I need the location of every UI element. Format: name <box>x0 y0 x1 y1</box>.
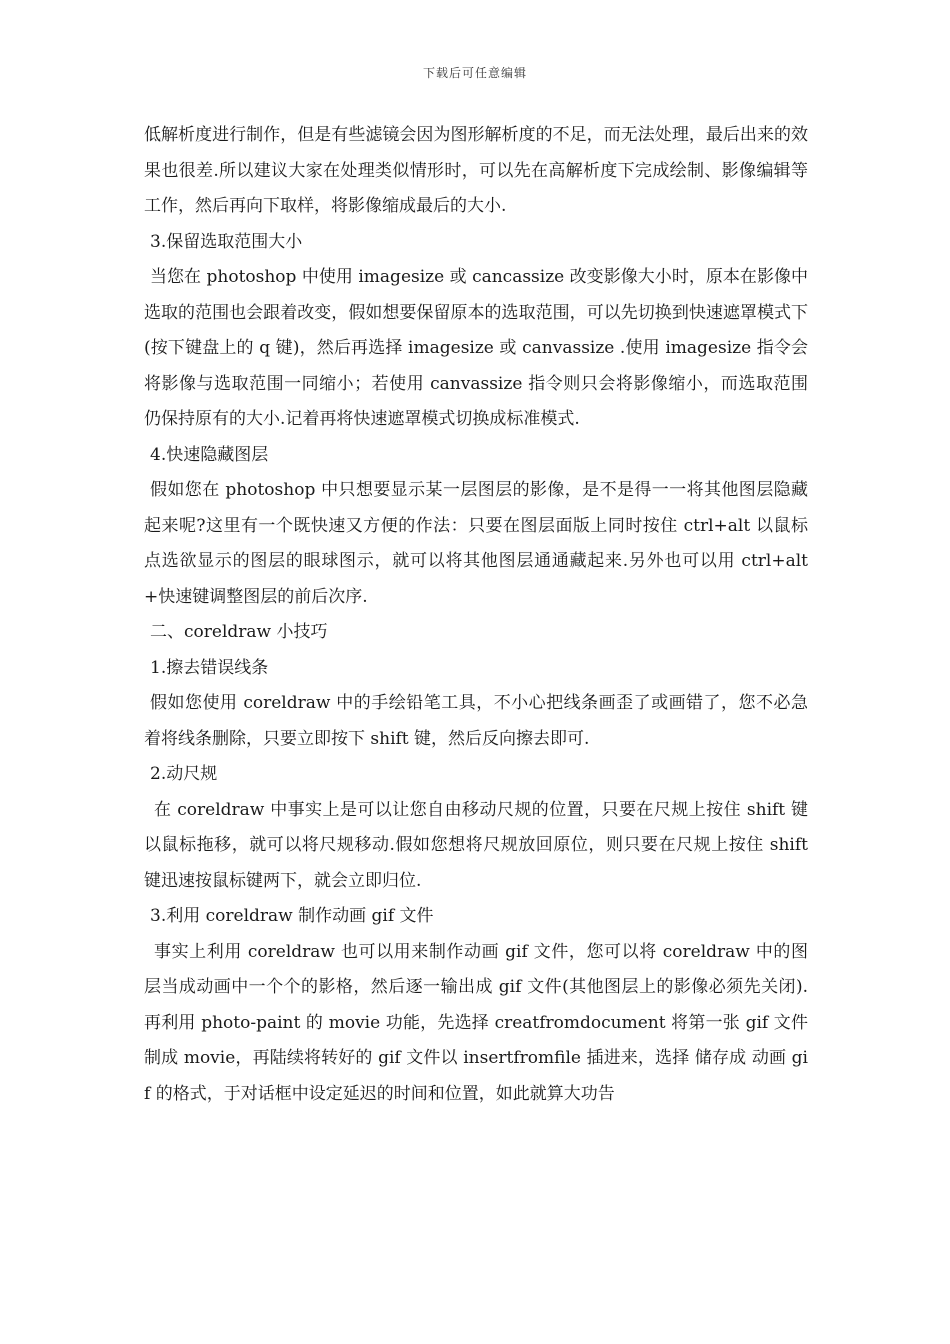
paragraph-animated-gif: 事实上利用 coreldraw 也可以用来制作动画 gif 文件，您可以将 coreldraw 中的图层当成动画中一个个的影格，然后逐一输出成 gif 文件(其他图层上的影像必须先关闭).再利用 photo-paint 的 movie 功能，先选择 creatfromdocument 将第一张 gif 文件制成 movie，再陆续将转好的 gif 文件以 insertfromfile 插进来，选择 储存成 动画 gif 的格式，于对话框中设定延迟的时间和位置，如此就算大功告 <box>144 941 808 1104</box>
paragraph-erase-wrong-lines: 假如您使用 coreldraw 中的手绘铅笔工具，不小心把线条画歪了或画错了，您不必急着将线条删除，只要立即按下 shift 键，然后反向擦去即可. <box>144 693 808 749</box>
paragraph-move-ruler: 在 coreldraw 中事实上是可以让您自由移动尺规的位置，只要在尺规上按住 shift 键以鼠标拖移，就可以将尺规移动.假如您想将尺规放回原位，则只要在尺规上按住 shift 键迅速按鼠标键两下，就会立即归位. <box>144 799 808 891</box>
page-header: 下载后可任意编辑 <box>422 66 527 80</box>
heading-erase-wrong-lines: 1.擦去错误线条 <box>150 657 269 678</box>
heading-keep-selection-size: 3.保留选取范围大小 <box>150 231 303 252</box>
heading-quick-hide-layers: 4.快速隐藏图层 <box>150 444 269 465</box>
heading-animated-gif: 3.利用 coreldraw 制作动画 gif 文件 <box>150 906 434 926</box>
heading-coreldraw-tips: 二、coreldraw 小技巧 <box>150 622 328 642</box>
paragraph-keep-selection-size: 当您在 photoshop 中使用 imagesize 或 cancassize 改变影像大小时，原本在影像中选取的范围也会跟着改变，假如想要保留原本的选取范围，可以先切换到快速遮罩模式下(按下键盘上的 q 键)，然后再选择 imagesize 或 canvassize .使用 imagesize 指令会将影像与选取范围一同缩小；若使用 canvassize 指令则只会将影像缩小，而选取范围仍保持原有的大小.记着再将快速遮罩模式切换成标准模式. <box>144 267 808 429</box>
document-body <box>144 118 808 1112</box>
paragraph-resolution-continued: 低解析度进行制作，但是有些滤镜会因为图形解析度的不足，而无法处理，最后出来的效果也很差.所以建议大家在处理类似情形时，可以先在高解析度下完成绘制、影像编辑等工作，然后再向下取样，将影像缩成最后的大小. <box>144 125 808 216</box>
heading-move-ruler: 2.动尺规 <box>150 764 218 784</box>
paragraph-quick-hide-layers: 假如您在 photoshop 中只想要显示某一层图层的影像，是不是得一一将其他图层隐藏起来呢?这里有一个既快速又方便的作法：只要在图层面版上同时按住 ctrl+alt 以鼠标点选欲显示的图层的眼球图示，就可以将其他图层通通藏起来.另外也可以用 ctrl+alt+快速键调整图层的前后次序. <box>144 480 808 607</box>
